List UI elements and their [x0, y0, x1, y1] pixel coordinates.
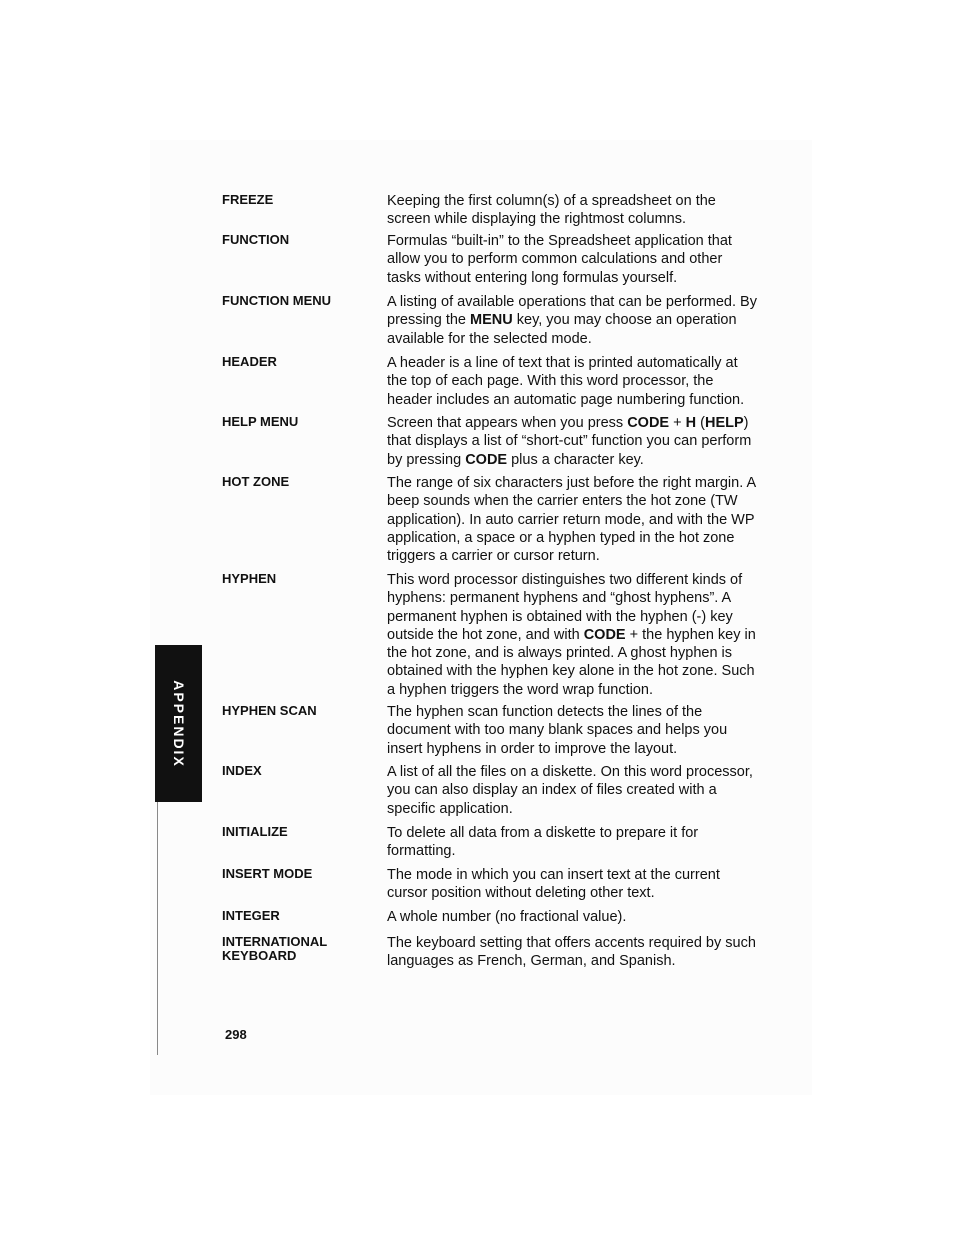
glossary-definition: The hyphen scan function detects the lines of the document with too many blank spaces and helps you insert hyphens in order to improve the layout.	[387, 704, 728, 757]
glossary-term: INTERNATIONAL KEYBOARD	[222, 934, 328, 963]
glossary-definition: Screen that appears when you press CODE + H (HELP) that displays a list of “short-cut” function you can perform by pressing CODE plus a character key.	[387, 415, 752, 468]
glossary-term: FUNCTION MENU	[222, 293, 332, 308]
glossary-definition: A whole number (no fractional value).	[387, 909, 627, 925]
glossary-term: INDEX	[222, 763, 262, 778]
glossary-term: INITIALIZE	[222, 824, 288, 839]
glossary-definition: To delete all data from a diskette to prepare it for formatting.	[387, 825, 699, 860]
glossary-term: FREEZE	[222, 192, 274, 207]
glossary-definition: A list of all the files on a diskette. On this word processor, you can also display an index of files created with a specific application.	[387, 764, 753, 817]
glossary-definition: The mode in which you can insert text at the current cursor position without deleting other text.	[387, 867, 720, 902]
glossary-definition: A header is a line of text that is printed automatically at the top of each page. With this word processor, the header includes an automatic page numbering function.	[387, 355, 745, 408]
glossary-definition: The keyboard setting that offers accents required by such languages as French, German, and Spanish.	[387, 935, 756, 970]
glossary-definition: The range of six characters just before the right margin. A beep sounds when the carrier enters the hot zone (TW application). In auto carrier return mode, and with the WP application, a space or a hyphen typed in the hot zone triggers a carrier or cursor return.	[387, 475, 756, 565]
glossary-term: INTEGER	[222, 908, 280, 923]
glossary-term: HYPHEN	[222, 571, 277, 586]
glossary-definition: A listing of available operations that can be performed. By pressing the MENU key, you may choose an operation available for the selected mode.	[387, 294, 757, 347]
margin-rule	[157, 800, 158, 1055]
glossary-term: HEADER	[222, 354, 277, 369]
glossary-term: INSERT MODE	[222, 866, 313, 881]
glossary-definition: Keeping the first column(s) of a spreadsheet on the screen while displaying the rightmost columns.	[387, 193, 716, 228]
appendix-tab	[155, 645, 202, 802]
glossary-definition: This word processor distinguishes two different kinds of hyphens: permanent hyphens and “ghost hyphens”. A permanent hyphen is obtained with the hyphen (-) key outside the hot zone, and with CODE + the hyphen key in the hot zone, and is always printed. A ghost hyphen is obtained with the hyphen key alone in the hot zone. Such a hyphen triggers the word wrap function.	[387, 572, 756, 698]
glossary-term: HOT ZONE	[222, 474, 290, 489]
glossary-term: HYPHEN SCAN	[222, 703, 317, 718]
glossary-definition: Formulas “built-in” to the Spreadsheet application that allow you to perform common calculations and other tasks without entering long formulas yourself.	[387, 233, 732, 286]
glossary-term: FUNCTION	[222, 232, 290, 247]
glossary-term: HELP MENU	[222, 414, 299, 429]
page-number: 298	[225, 1027, 247, 1042]
appendix-tab-label: APPENDIX	[170, 679, 187, 768]
